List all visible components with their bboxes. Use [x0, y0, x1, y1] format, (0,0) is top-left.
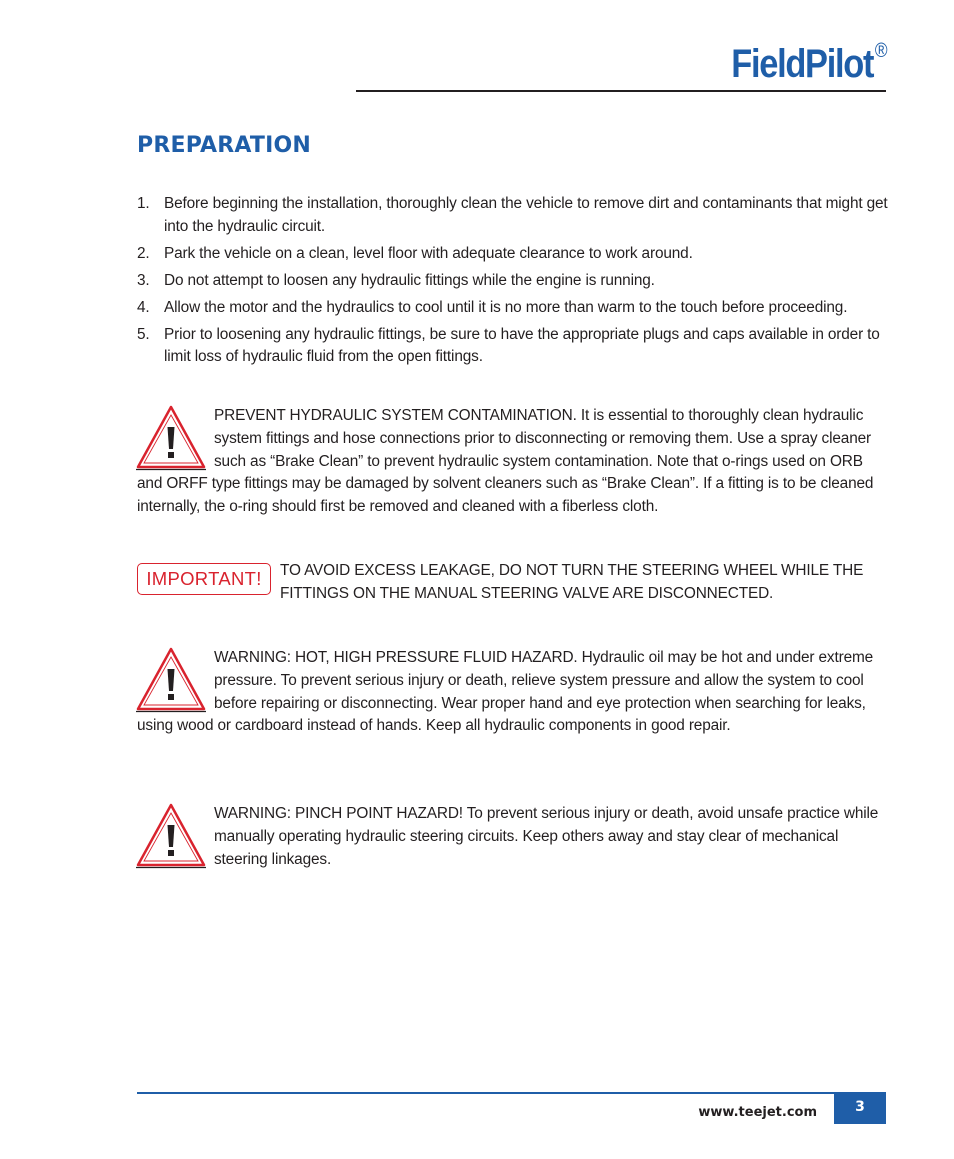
step-number: 3. — [137, 271, 150, 289]
list-item — [137, 324, 889, 369]
step-text: Prior to loosening any hydraulic fittings, be sure to have the appropriate plugs and caps available in order to limit loss of hydraulic fluid from the open fittings. — [164, 325, 880, 365]
step-number: 4. — [137, 298, 150, 316]
list-item — [137, 270, 889, 293]
step-number: 5. — [137, 325, 150, 343]
step-text: Before beginning the installation, thoroughly clean the vehicle to remove dirt and contaminants that might get into the hydraulic circuit. — [164, 195, 888, 235]
pinch-warning — [137, 803, 889, 871]
pressure-text: WARNING: HOT, HIGH PRESSURE FLUID HAZARD. Hydraulic oil may be hot and under extreme pressure. To prevent serious injury or death, relieve system pressure and allow the system to cool before repairing or disconnecting. Wear proper hand and eye protection when searching for leaks, using wood or cardboard instead of hands. Keep all hydraulic components in good repair. — [137, 649, 874, 735]
step-number: 1. — [137, 195, 150, 212]
footer-url: www.teejet.com — [698, 1105, 817, 1120]
important-text: TO AVOID EXCESS LEAKAGE, DO NOT TURN THE STEERING WHEEL WHILE THE FITTINGS ON THE MANUAL STEERING VALVE ARE DISCONNECTED. — [280, 562, 864, 602]
brand-name: FieldPilot — [730, 42, 873, 86]
step-text: Allow the motor and the hydraulics to cool until it is no more than warm to the touch before proceeding. — [164, 298, 848, 316]
contamination-text: PREVENT HYDRAULIC SYSTEM CONTAMINATION. It is essential to thoroughly clean hydraulic system fittings and hose connections prior to disconnecting or removing them. Use a spray cleaner such as “Brake Clean” to prevent hydraulic system contamination. Note that o-rings used on ORB and ORFF type fittings may be damaged by solvent cleaners such as “Brake Clean”. If a fitting is to be cleaned internally, the o-ring should first be removed and cleaned with a fiberless cloth. — [137, 407, 874, 516]
section-title: PREPARATION — [137, 133, 311, 158]
contamination-notice — [137, 405, 889, 519]
list-item — [137, 297, 889, 320]
pressure-warning — [137, 647, 889, 738]
warning-triangle-icon — [136, 803, 206, 869]
step-text: Park the vehicle on a clean, level floor with adequate clearance to work around. — [164, 244, 693, 262]
registered-mark: ® — [874, 39, 886, 62]
important-badge: IMPORTANT! — [137, 563, 271, 595]
warning-triangle-icon — [136, 647, 206, 713]
list-item — [137, 193, 889, 238]
pinch-text: WARNING: PINCH POINT HAZARD! To prevent serious injury or death, avoid unsafe practice while manually operating hydraulic steering circuits. Keep others away and stay clear of mechanical steering linkages. — [214, 805, 879, 868]
step-text: Do not attempt to loosen any hydraulic fittings while the engine is running. — [164, 271, 655, 289]
step-number: 2. — [137, 244, 150, 262]
page-number: 3 — [834, 1092, 886, 1124]
warning-triangle-icon — [136, 405, 206, 471]
fieldpilot-logo — [730, 39, 886, 86]
preparation-steps — [137, 193, 889, 373]
header-rule — [356, 90, 886, 92]
footer-rule — [137, 1092, 886, 1094]
important-notice — [137, 560, 889, 606]
list-item — [137, 243, 889, 266]
